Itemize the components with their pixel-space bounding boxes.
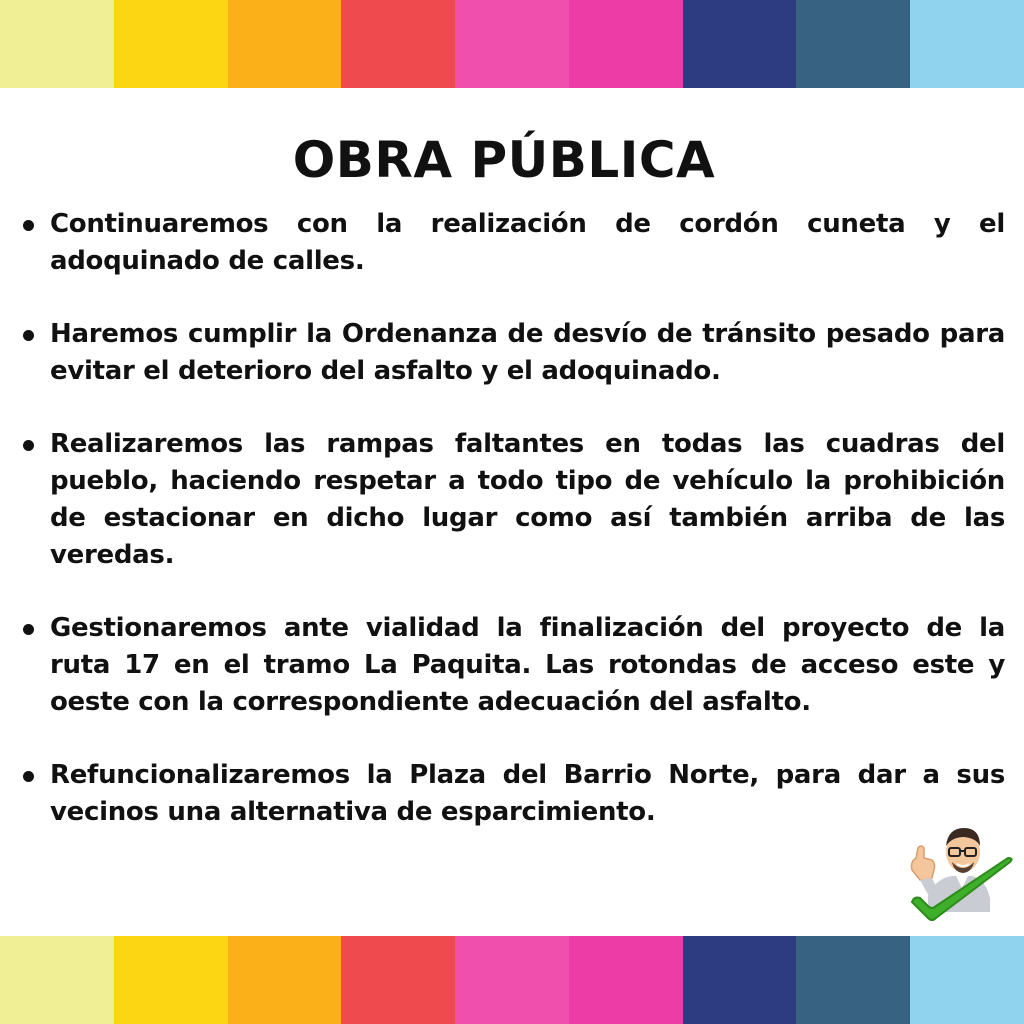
list-item — [50, 316, 1005, 390]
list-item — [50, 206, 1005, 280]
stripe-segment — [683, 0, 797, 88]
stripe-segment — [796, 936, 910, 1024]
stripe-segment — [114, 0, 228, 88]
stripe-segment — [114, 936, 228, 1024]
list-item-text: Gestionaremos ante vialidad la finalización del proyecto de la ruta 17 en el tramo La Paquita. Las rotondas de acceso este y oeste con la correspondiente adecuación del asfalto. — [50, 613, 1005, 717]
list-item — [50, 426, 1005, 574]
stripe-segment — [0, 0, 114, 88]
stripe-segment — [341, 936, 455, 1024]
stripe-segment — [910, 936, 1024, 1024]
list-item — [50, 610, 1005, 721]
page-title: OBRA PÚBLICA — [292, 131, 716, 189]
stripe-segment — [569, 936, 683, 1024]
stripe-segment — [0, 936, 114, 1024]
stripe-segment — [228, 0, 342, 88]
list-item-text: Realizaremos las rampas faltantes en todas las cuadras del pueblo, haciendo respetar a todo tipo de vehículo la prohibición de estacionar en dicho lugar como así también arriba de las veredas. — [50, 429, 1005, 570]
stripe-segment — [341, 0, 455, 88]
list-item — [50, 757, 1005, 831]
bottom-color-stripe — [0, 936, 1024, 1024]
top-color-stripe — [0, 0, 1024, 88]
stripe-segment — [910, 0, 1024, 88]
stripe-segment — [455, 0, 569, 88]
stripe-segment — [796, 0, 910, 88]
stripe-segment — [455, 936, 569, 1024]
list-item-text: Refuncionalizaremos la Plaza del Barrio Norte, para dar a sus vecinos una alternativa de esparcimiento. — [50, 760, 1005, 827]
thumbs-up-avatar-checkmark-icon — [906, 818, 1016, 934]
stripe-segment — [228, 936, 342, 1024]
proposal-list — [50, 206, 1005, 867]
list-item-text: Continuaremos con la realización de cordón cuneta y el adoquinado de calles. — [50, 209, 1005, 276]
stripe-segment — [569, 0, 683, 88]
stripe-segment — [683, 936, 797, 1024]
list-item-text: Haremos cumplir la Ordenanza de desvío de tránsito pesado para evitar el deterioro del asfalto y el adoquinado. — [50, 319, 1005, 386]
